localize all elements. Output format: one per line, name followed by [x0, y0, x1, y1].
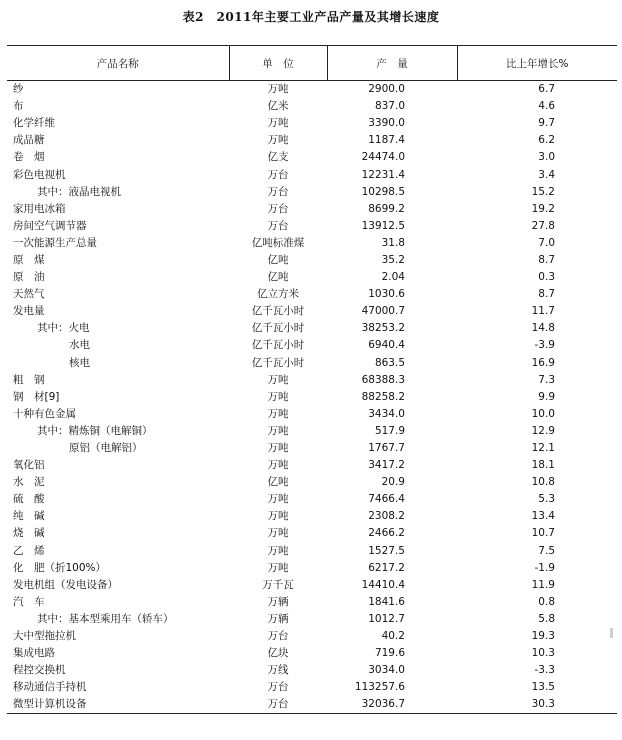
- product-name-cell: 程控交换机: [13, 664, 66, 677]
- growth-cell: 27.8: [531, 219, 555, 232]
- table-row: [7, 166, 617, 183]
- unit-cell: 亿块: [267, 647, 289, 660]
- product-name-cell: 天然气: [13, 288, 45, 301]
- header-unit: 单 位: [229, 46, 327, 81]
- growth-cell: 7.3: [538, 373, 555, 386]
- growth-cell: 8.7: [538, 253, 555, 266]
- table-row: [7, 577, 617, 594]
- product-name-cell: 十种有色金属: [13, 407, 76, 420]
- product-name-cell: 原 油: [13, 271, 45, 284]
- unit-cell: 亿支: [267, 151, 289, 164]
- header-product-name: 产品名称: [7, 46, 229, 81]
- product-name-cell: 乙 烯: [13, 544, 45, 557]
- unit-cell: 万吨: [267, 527, 289, 540]
- growth-cell: 19.2: [531, 202, 555, 215]
- product-name-cell: 布: [13, 100, 24, 113]
- unit-cell: 亿吨标准煤: [251, 236, 305, 249]
- unit-cell: 万台: [267, 185, 289, 198]
- output-cell: 31.8: [381, 236, 405, 249]
- product-name-cell: 移动通信手持机: [13, 681, 87, 694]
- growth-cell: 9.7: [538, 117, 555, 130]
- output-cell: 38253.2: [361, 322, 405, 335]
- unit-cell: 万吨: [267, 424, 289, 437]
- growth-cell: 12.1: [531, 442, 555, 455]
- product-name-cell: 其中：液晶电视机: [37, 185, 121, 198]
- output-cell: 1527.5: [368, 544, 405, 557]
- output-cell: 837.0: [374, 100, 405, 113]
- output-cell: 13912.5: [361, 219, 405, 232]
- table-row: [7, 235, 617, 252]
- growth-cell: 7.0: [538, 236, 555, 249]
- growth-cell: 4.6: [538, 100, 555, 113]
- growth-cell: 6.2: [538, 134, 555, 147]
- unit-cell: 亿千瓦小时: [251, 339, 305, 352]
- output-cell: 719.6: [374, 647, 405, 660]
- table-row: [7, 611, 617, 628]
- unit-cell: 万台: [229, 696, 327, 714]
- growth-cell: 11.9: [531, 578, 555, 591]
- table-row: [7, 423, 617, 440]
- growth-cell: 0.3: [538, 271, 555, 284]
- output-cell: 68388.3: [361, 373, 405, 386]
- growth-cell: 10.8: [531, 476, 555, 489]
- unit-cell: 万吨: [267, 407, 289, 420]
- table-row: [7, 252, 617, 269]
- growth-cell: 15.2: [531, 185, 555, 198]
- table-row: [7, 525, 617, 542]
- output-cell: 35.2: [381, 253, 405, 266]
- product-name-cell: 成品糖: [13, 134, 45, 147]
- product-name-cell: 原铝（电解铝）: [69, 442, 143, 455]
- product-name-cell: 微型计算机设备: [7, 696, 229, 714]
- growth-cell: 14.8: [531, 322, 555, 335]
- table-row: [7, 201, 617, 218]
- table-row: [7, 389, 617, 406]
- table-row: [7, 303, 617, 320]
- table-header: [7, 46, 617, 81]
- product-name-cell: 水电: [69, 339, 90, 352]
- growth-cell: 12.9: [531, 424, 555, 437]
- table-row: [7, 320, 617, 337]
- output-cell: 113257.6: [354, 681, 405, 694]
- output-cell: 2.04: [381, 271, 405, 284]
- product-name-cell: 化学纤维: [13, 117, 55, 130]
- unit-cell: 万吨: [267, 561, 289, 574]
- output-cell: 863.5: [374, 356, 405, 369]
- product-name-cell: 集成电路: [13, 647, 55, 660]
- output-cell: 20.9: [381, 476, 405, 489]
- unit-cell: 万台: [267, 168, 289, 181]
- unit-cell: 万吨: [267, 390, 289, 403]
- unit-cell: 万吨: [267, 134, 289, 147]
- output-cell: 40.2: [381, 630, 405, 643]
- unit-cell: 亿立方米: [257, 288, 299, 301]
- unit-cell: 万吨: [267, 544, 289, 557]
- unit-cell: 万吨: [267, 117, 289, 130]
- table-row: [7, 679, 617, 696]
- output-cell: 2900.0: [368, 83, 405, 96]
- table-row: [7, 474, 617, 491]
- table-row: [7, 628, 617, 645]
- growth-cell: 6.7: [538, 83, 555, 96]
- growth-cell: 11.7: [531, 305, 555, 318]
- output-cell: 6940.4: [368, 339, 405, 352]
- growth-cell: 0.8: [538, 595, 555, 608]
- product-name-cell: 家用电冰箱: [13, 202, 66, 215]
- product-name-cell: 其中：基本型乘用车（轿车）: [37, 612, 174, 625]
- growth-cell: -3.9: [534, 339, 555, 352]
- output-cell: 2308.2: [368, 510, 405, 523]
- unit-cell: 万吨: [267, 442, 289, 455]
- output-cell: 14410.4: [361, 578, 405, 591]
- unit-cell: 万线: [267, 664, 289, 677]
- unit-cell: 亿吨: [267, 271, 289, 284]
- growth-cell: 30.3: [457, 696, 617, 714]
- unit-cell: 万吨: [267, 373, 289, 386]
- table-row: [7, 440, 617, 457]
- growth-cell: -1.9: [534, 561, 555, 574]
- output-cell: 3434.0: [368, 407, 405, 420]
- growth-cell: 3.0: [538, 151, 555, 164]
- output-cell: 10298.5: [361, 185, 405, 198]
- product-name-cell: 纱: [13, 83, 24, 96]
- product-name-cell: 烧 碱: [13, 527, 45, 540]
- table-row: [7, 269, 617, 286]
- product-name-cell: 化 肥（折100%）: [13, 561, 107, 574]
- growth-cell: 10.7: [531, 527, 555, 540]
- product-name-cell: 原 煤: [13, 253, 45, 266]
- header-output: 产 量: [327, 46, 457, 81]
- industrial-output-table: [7, 45, 617, 714]
- table-row: [7, 560, 617, 577]
- table-row: [7, 696, 617, 714]
- product-name-cell: 卷 烟: [13, 151, 45, 164]
- table-row: [7, 491, 617, 508]
- table-row: [7, 543, 617, 560]
- output-cell: 88258.2: [361, 390, 405, 403]
- product-name-cell: 汽 车: [13, 595, 45, 608]
- product-name-cell: 核电: [69, 356, 90, 369]
- output-cell: 8699.2: [368, 202, 405, 215]
- output-cell: 2466.2: [368, 527, 405, 540]
- output-cell: 32036.7: [327, 696, 457, 714]
- growth-cell: 16.9: [531, 356, 555, 369]
- table-row: [7, 115, 617, 132]
- table-row: [7, 594, 617, 611]
- product-name-cell: 房间空气调节器: [13, 219, 87, 232]
- growth-cell: 5.3: [538, 493, 555, 506]
- growth-cell: 8.7: [538, 288, 555, 301]
- unit-cell: 万吨: [267, 459, 289, 472]
- table-row: [7, 81, 617, 99]
- growth-cell: 10.0: [531, 407, 555, 420]
- table-title: 表2 2011年主要工业产品产量及其增长速度: [182, 10, 440, 24]
- growth-cell: 5.8: [538, 612, 555, 625]
- unit-cell: 万吨: [267, 83, 289, 96]
- growth-cell: 9.9: [538, 390, 555, 403]
- table-row: [7, 218, 617, 235]
- table-row: [7, 645, 617, 662]
- header-growth: 比上年增长%: [457, 46, 617, 81]
- unit-cell: 万千瓦: [262, 578, 294, 591]
- product-name-cell: 粗 钢: [13, 373, 45, 386]
- growth-cell: 13.4: [531, 510, 555, 523]
- output-cell: 3390.0: [368, 117, 405, 130]
- output-cell: 6217.2: [368, 561, 405, 574]
- product-name-cell: 其中：火电: [37, 322, 90, 335]
- product-name-cell: 彩色电视机: [13, 168, 66, 181]
- output-cell: 1030.6: [368, 288, 405, 301]
- product-name-cell: 其中：精炼铜（电解铜）: [37, 424, 153, 437]
- output-cell: 24474.0: [361, 151, 405, 164]
- unit-cell: 亿吨: [267, 253, 289, 266]
- unit-cell: 万辆: [267, 595, 289, 608]
- table-row: [7, 662, 617, 679]
- unit-cell: 亿千瓦小时: [251, 356, 305, 369]
- unit-cell: 万吨: [267, 493, 289, 506]
- unit-cell: 万台: [267, 681, 289, 694]
- output-cell: 47000.7: [361, 305, 405, 318]
- product-name-cell: 硫 酸: [13, 493, 45, 506]
- product-name-cell: 发电量: [13, 305, 45, 318]
- table-row: [7, 372, 617, 389]
- table-row: [7, 406, 617, 423]
- table-row: [7, 132, 617, 149]
- output-cell: 1187.4: [368, 134, 405, 147]
- growth-cell: 19.3: [531, 630, 555, 643]
- table-row: [7, 508, 617, 525]
- table-row: [7, 337, 617, 354]
- output-cell: 12231.4: [361, 168, 405, 181]
- unit-cell: 万吨: [267, 510, 289, 523]
- table-row: [7, 355, 617, 372]
- output-cell: 517.9: [374, 424, 405, 437]
- product-name-cell: 钢 材[9]: [13, 390, 60, 403]
- growth-cell: 7.5: [538, 544, 555, 557]
- unit-cell: 万台: [267, 202, 289, 215]
- table-body: [7, 81, 617, 714]
- table-row: [7, 286, 617, 303]
- growth-cell: 10.3: [531, 647, 555, 660]
- unit-cell: 万台: [267, 219, 289, 232]
- product-name-cell: 水 泥: [13, 476, 45, 489]
- unit-cell: 亿千瓦小时: [251, 322, 305, 335]
- product-name-cell: 一次能源生产总量: [13, 236, 97, 249]
- growth-cell: 18.1: [531, 459, 555, 472]
- unit-cell: 亿千瓦小时: [251, 305, 305, 318]
- table-row: [7, 98, 617, 115]
- unit-cell: 万台: [267, 630, 289, 643]
- growth-cell: 3.4: [538, 168, 555, 181]
- unit-cell: 万辆: [267, 612, 289, 625]
- unit-cell: 亿米: [267, 100, 289, 113]
- scroll-indicator: [610, 628, 613, 638]
- output-cell: 1012.7: [368, 612, 405, 625]
- output-cell: 3417.2: [368, 459, 405, 472]
- product-name-cell: 发电机组（发电设备）: [13, 578, 118, 591]
- output-cell: 1841.6: [368, 595, 405, 608]
- product-name-cell: 大中型拖拉机: [13, 630, 76, 643]
- output-cell: 3034.0: [368, 664, 405, 677]
- product-name-cell: 氧化铝: [13, 459, 45, 472]
- table-row: [7, 184, 617, 201]
- growth-cell: 13.5: [531, 681, 555, 694]
- unit-cell: 亿吨: [267, 476, 289, 489]
- table-row: [7, 149, 617, 166]
- output-cell: 7466.4: [368, 493, 405, 506]
- output-cell: 1767.7: [368, 442, 405, 455]
- product-name-cell: 纯 碱: [13, 510, 45, 523]
- growth-cell: -3.3: [534, 664, 555, 677]
- table-row: [7, 457, 617, 474]
